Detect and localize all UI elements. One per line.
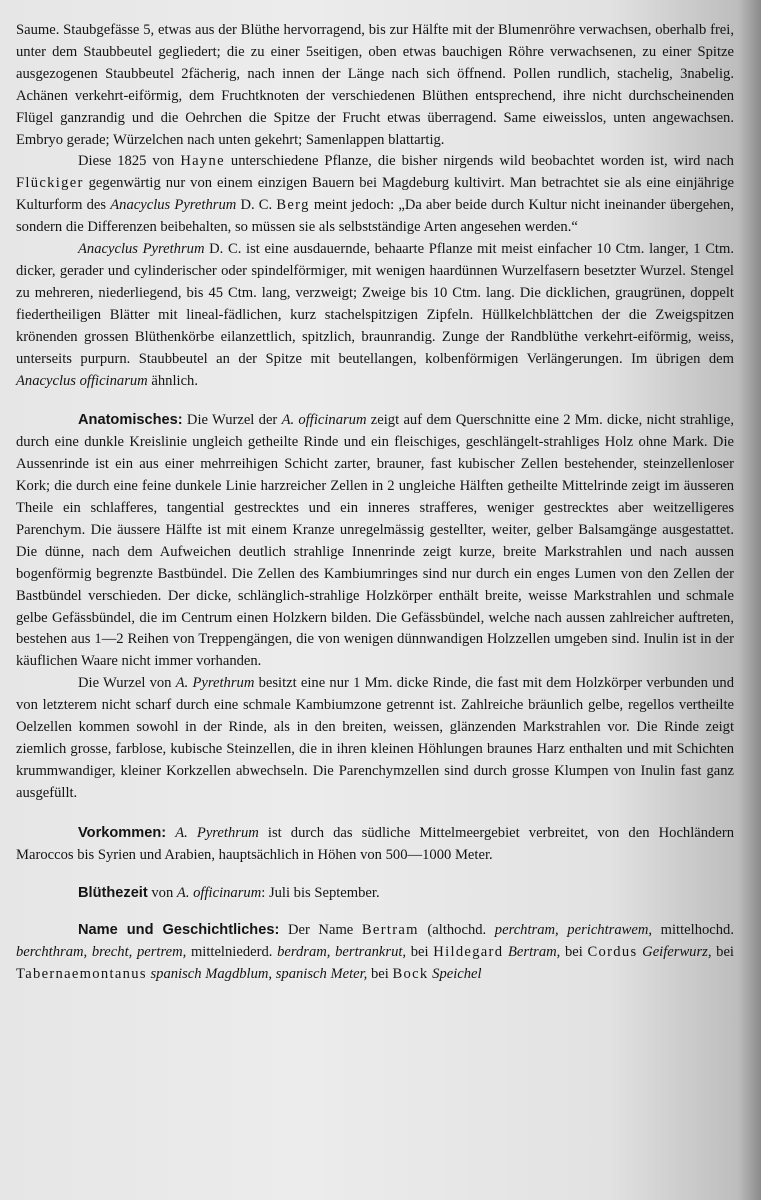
plant-name: Bertram bbox=[361, 922, 419, 939]
historical-name: spanisch Magdblum, spanisch Meter, bbox=[150, 966, 368, 983]
paragraph-name-geschichtliches: Name und Geschichtliches: Der Name Bertram (althochd. perchtram, perichtrawem, mittelhochd. berchthram, brecht, pertrem, mittelniederd. berdram, bertrankrut, bei Hildegard Bertram, bei Cordus Geiferwurz, bei Tabernaemontanus spanisch Magdblum, spanisch Meter, bei Bock Speichel bbox=[16, 922, 735, 983]
person-name: Bock bbox=[392, 966, 429, 983]
section-heading-name-geschichtliches: Name und Geschichtliches: bbox=[78, 922, 280, 939]
paragraph-flower-description: Saume. Staubgefässe 5, etwas aus der Blüthe hervorragend, bis zur Hälfte mit der Blumenröhre verwachsen, oberhalb frei, unter dem Staubbeutel gegliedert; die zu einer 5seitigen, oben etwas bauchigen Röhre verwachsenen, zu einer Spitze ausgezogenen Staubbeutel 2fächerig, nach innen der Länge nach sich öffnend. Pollen rundlich, stachelig, 3nabelig. Achänen verkehrt-eiförmig, dem Fruchtknoten der verschiedenen Blüthen entsprechend, ihre nicht durchscheinenden Flügel ganzrandig und die Oehrchen die Spitze der Frucht etwas überragend. Same eiweisslos, unten angewachsen. Embryo gerade; Würzelchen nach unten gekehrt; Samenlappen blattartig. bbox=[16, 22, 734, 148]
paragraph-bluethezeit: Blüthezeit von A. officinarum: Juli bis September. bbox=[78, 884, 380, 901]
species-name: A. Pyrethrum bbox=[175, 824, 259, 841]
section-heading-anatomisches: Anatomisches: bbox=[78, 412, 183, 429]
person-name: Hayne bbox=[180, 153, 225, 170]
paragraph-pyrethrum-root: Die Wurzel von A. Pyrethrum besitzt eine nur 1 Mm. dicke Rinde, die fast mit dem Holzkörper verbunden und von letzterem nicht scharf durch eine schmale Kambiumzone getrennt ist. Zahlreiche bräunlich gelbe, regellos vertheilte Oelzellen kommen sowohl in der Rinde, als in den breiten, weissen, glänzenden Markstrahlen vor. Die Rinde zeigt ziemlich grosse, farblose, kubische Steinzellen, die in ihren kleinen Höhlungen braunes Harz enthalten und mit Schichten krummwandiger, kleiner Korkzellen abwechseln. Die Parenchymzellen sind durch grosse Klumpen von Inulin fast ganz ausgefüllt. bbox=[16, 675, 735, 801]
species-name: A. officinarum bbox=[176, 884, 262, 901]
person-name: Cordus bbox=[587, 944, 638, 961]
historical-name: perchtram, perichtrawem, bbox=[494, 922, 653, 939]
body-text bbox=[16, 20, 734, 986]
species-name: Anacyclus Pyrethrum bbox=[110, 197, 237, 214]
person-name: Hildegard bbox=[433, 944, 504, 961]
paragraph-anatomisches: Anatomisches: Die Wurzel der A. officinarum zeigt auf dem Querschnitte eine 2 Mm. dicke, nicht strahlige, durch eine dunkle Kreislinie ungleich getheilte Rinde und ein fleischiges, geschlängelt-strahliges Holz ohne Mark. Die Aussenrinde ist ein aus einer mehrreihigen Schicht zarter, brauner, fast kubischer Zellen bestehender, steinzellenloser Kork; die durch eine feine dunkele Linie harzreicher Zellen in 2 ungleiche Hälften getheilte Mittelrinde zeigt im äusseren Theile ein schlafferes, tangential gestrecktes und ein inneres strafferes, weniger gestrecktes aber weitzelligeres Parenchym. Die äussere Hälfte ist mit einem Kranze unregelmässig gestellter, weiter, gelber Balsamgänge ausgestattet. Die dünne, nach dem Aufweichen deutlich strahlige Innenrinde zeigt kurze, breite Markstrahlen und nach aussen bogenförmig begrenzte Bastbündel. Die Zellen des Kambiumringes sind nur durch ein enges Lumen von den Zellen der Bastbündel verschieden. Der dicke, schlänglich-strahlige Holzkörper enthält breite, weisse Markstrahlen und schmale gelbe Gefässbündel, die im Centrum einen Holzkern bilden. Die Gefässbündel, welche nach aussen zahlreicher auftreten, bestehen aus 1—2 Reihen von Treppengängen, die von wenigen dünnwandigen Holzzellen umgeben sind. Inulin ist in der käuflichen Waare nicht immer vorhanden. bbox=[16, 412, 734, 670]
historical-name: berdram, bertrankrut, bbox=[277, 944, 407, 961]
historical-name: Speichel bbox=[432, 966, 482, 983]
species-name: A. Pyrethrum bbox=[175, 675, 255, 692]
historical-name: Bertram, bbox=[508, 944, 561, 961]
species-name: Anacyclus Pyrethrum bbox=[78, 241, 205, 258]
person-name: Flückiger bbox=[16, 175, 84, 192]
historical-name: berchthram, brecht, pertrem, bbox=[16, 944, 187, 961]
section-heading-bluethezeit: Blüthezeit bbox=[78, 884, 148, 901]
species-name: A. officinarum bbox=[281, 412, 367, 429]
section-heading-vorkommen: Vorkommen: bbox=[78, 824, 167, 841]
species-name: Anacyclus officinarum bbox=[16, 372, 148, 389]
person-name: Berg bbox=[276, 197, 310, 214]
historical-name: Geiferwurz, bbox=[642, 944, 712, 961]
paragraph-hayne: Diese 1825 von Hayne unterschiedene Pflanze, die bisher nirgends wild beobachtet worden ist, wird nach Flückiger gegenwärtig nur von einem einzigen Bauern bei Magdeburg kultivirt. Man betrachtet sie als eine einjährige Kulturform des Anacyclus Pyrethrum D. C. Berg meint jedoch: „Da aber beide durch Kultur nicht ineinander übergehen, sondern die Differenzen beibehalten, so müssen sie als selbstständige Arten angesehen werden.“ bbox=[16, 153, 734, 236]
person-name: Tabernaemontanus bbox=[16, 966, 147, 983]
paragraph-pyrethrum-description: Anacyclus Pyrethrum D. C. ist eine ausdauernde, behaarte Pflanze mit meist einfacher 10 Ctm. langer, 1 Ctm. dicker, gerader und cylinderischer oder spindelförmiger, mit wenigen haardünnen Wurzelfasern besetzter Wurzel. Stengel zu mehreren, niederliegend, bis 45 Ctm. lang, verzweigt; Zweige bis 10 Ctm. lang. Die dicklichen, graugrünen, doppelt fiedertheiligen Blätter mit lineal-fädlichen, kurz stachelspitzigen Zipfeln. Hüllkelchblättchen der die Zweigspitzen krönenden grossen Blüthenkörbe eilanzettlich, spitzlich, braunrandig. Zunge der Randblüthe verkehrt-eiförmig, weiss, unterseits purpurn. Staubbeutel an der Spitze mit beutellangen, kolbenförmigen Verlängerungen. Im übrigen dem Anacyclus officinarum ähnlich. bbox=[16, 241, 734, 389]
paragraph-vorkommen: Vorkommen: A. Pyrethrum ist durch das südliche Mittelmeergebiet verbreitet, von den Hochländern Maroccos bis Syrien und Arabien, hauptsächlich in Höhen von 500—1000 Meter. bbox=[16, 824, 734, 863]
